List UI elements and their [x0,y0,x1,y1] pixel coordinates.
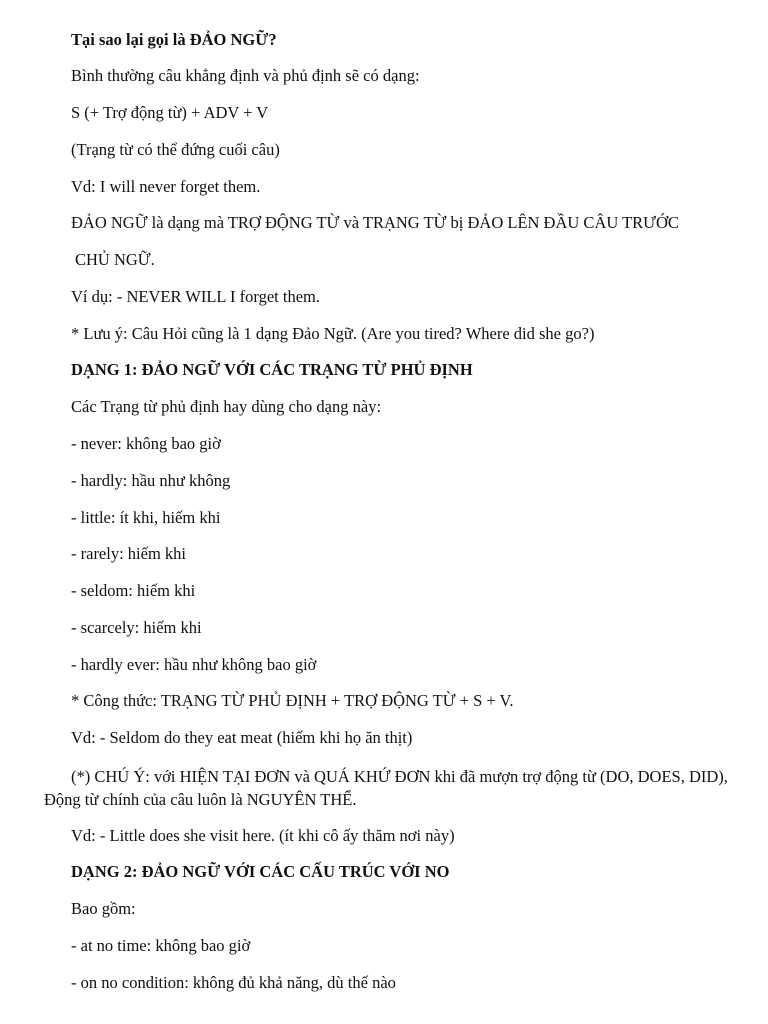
section1-item-never: - never: không bao giờ [71,434,221,453]
section1-example-text: Seldom do they eat meat (hiếm khi họ ăn thịt) [109,728,413,747]
note-adverb-end: (Trạng từ có thể đứng cuối câu) [71,140,280,159]
note-question: * Lưu ý: Câu Hỏi cũng là 1 dạng Đảo Ngữ. (Are you tired? Where did she go?) [71,324,595,343]
section1-item-little: - little: ít khi, hiếm khi [71,508,221,527]
formula-normal: S (+ Trợ động từ) + ADV + V [71,103,269,122]
section1-item-hardly-ever: - hardly ever: hầu như không bao giờ [71,655,317,674]
intro-normal: Bình thường câu khẳng định và phủ định sẽ có dạng: [71,66,420,85]
section2-item-on-no-condition: - on no condition: không đủ khả năng, dù thế nào [71,973,396,992]
example-inversion-text: NEVER WILL I forget them. [126,287,320,306]
heading-why: Tại sao lại gọi là ĐẢO NGỮ? [71,30,277,49]
section2-heading: DẠNG 2: ĐẢO NGỮ VỚI CÁC CẤU TRÚC VỚI NO [71,862,450,881]
section1-heading: DẠNG 1: ĐẢO NGỮ VỚI CÁC TRẠNG TỪ PHỦ ĐỊNH [71,360,473,379]
section1-item-scarcely: - scarcely: hiếm khi [71,618,202,637]
section1-item-seldom: - seldom: hiếm khi [71,581,196,600]
section1-item-rarely: - rarely: hiếm khi [71,544,187,563]
section1-example2-prefix: Vd: - [71,826,110,845]
section1-note: (*) CHÚ Ý: với HIỆN TẠI ĐƠN và QUÁ KHỨ ĐƠN khi đã mượn trợ động từ (DO, DOES, DID), Động từ chính của câu luôn là NGUYÊN THỂ. [44,767,728,809]
section1-item-hardly: - hardly: hầu như không [71,471,231,490]
section1-intro: Các Trạng từ phủ định hay dùng cho dạng này: [71,397,382,416]
section1-example2 [71,826,455,846]
section1-formula: * Công thức: TRẠNG TỪ PHỦ ĐỊNH + TRỢ ĐỘNG TỪ + S + V. [71,691,514,710]
inversion-definition-line1: ĐẢO NGỮ là dạng mà TRỢ ĐỘNG TỪ và TRẠNG TỪ bị ĐẢO LÊN ĐẦU CÂU TRƯỚC [71,213,679,232]
section1-example-prefix: Vd: - [71,728,110,747]
example-normal: Vd: I will never forget them. [71,177,261,196]
section1-example2-text: Little does she visit here. (ít khi cô ấy thăm nơi này) [109,826,455,845]
example-inversion [71,287,320,307]
section2-intro: Bao gồm: [71,899,136,918]
section2-item-at-no-time: - at no time: không bao giờ [71,936,251,955]
inversion-definition-line2: CHỦ NGỮ. [75,250,155,269]
example-inversion-prefix: Ví dụ: - [71,287,127,306]
section1-example [71,728,412,748]
